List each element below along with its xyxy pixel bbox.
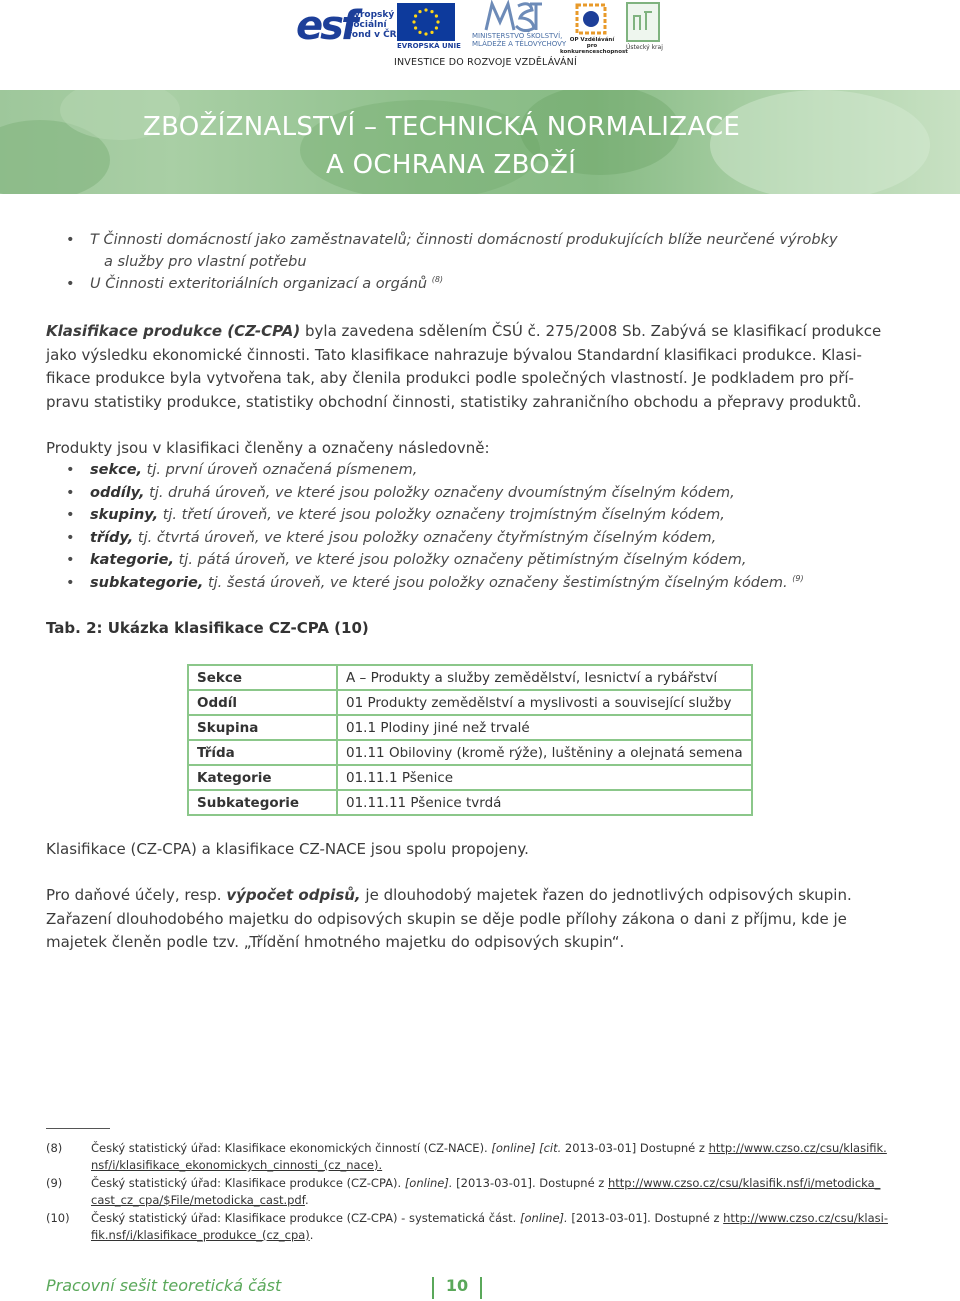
list-item — [66, 273, 876, 295]
footnote-date: 2013-03-01] Dostupné z — [564, 1141, 709, 1155]
eu-star-icon — [412, 20, 415, 23]
level-desc: tj. první úroveň označená písmenem, — [142, 462, 418, 478]
eu-star-icon — [424, 8, 427, 11]
nace-link-paragraph: Klasifikace (CZ-CPA) a klasifikace CZ-NACE jsou spolu propojeny. — [46, 840, 529, 858]
eu-star-icon — [414, 14, 417, 17]
footnote-link[interactable]: nsf/i/klasifikace_ekonomickych_cinnosti_(cz_nace). — [91, 1158, 383, 1172]
list-item — [66, 482, 876, 505]
op-line: OP Vzdělávání — [569, 37, 615, 43]
op-caption — [560, 37, 628, 55]
footer-workbook-label: Pracovní sešit teoretická část — [46, 1276, 282, 1295]
footnote-link[interactable]: fik.nsf/i/klasifikace_produkce_(cz_cpa) — [91, 1228, 310, 1242]
list-item-text: a služby pro vlastní potřebu — [104, 254, 307, 270]
para-line — [46, 884, 876, 908]
eu-stars-icon — [397, 3, 455, 41]
table-row — [188, 665, 752, 690]
cpa-term: Klasifikace produkce (CZ-CPA) — [46, 322, 301, 340]
para-line — [46, 320, 882, 344]
table-body — [188, 665, 752, 815]
page-title-line1: ZBOŽÍZNALSTVÍ – TECHNICKÁ NORMALIZACE — [143, 112, 741, 142]
footnote-online: [online] — [491, 1141, 536, 1155]
op-logo — [560, 2, 628, 55]
table-row — [188, 740, 752, 765]
footnote-ref: (9) — [792, 574, 804, 584]
page-title — [143, 108, 740, 184]
list-item-text: U Činnosti exteritoriálních organizací a orgánů — [90, 276, 428, 292]
para-text: je dlouhodobý majetek řazen do jednotlivých odpisových skupin. — [360, 886, 852, 904]
level-desc: tj. pátá úroveň, ve které jsou položky označeny pětimístným číselným kódem, — [174, 552, 747, 569]
list-item — [66, 527, 876, 550]
table-caption: Tab. 2: Ukázka klasifikace CZ-CPA (10) — [46, 619, 369, 637]
level-desc: tj. šestá úroveň, ve které jsou položky označeny šestimístným číselným kódem. — [203, 574, 788, 591]
cpa-paragraph — [46, 320, 882, 414]
para-line: Zařazení dlouhodobého majetku do odpisových skupin se děje podle přílohy zákona o dani z příjmu, kde je — [46, 909, 847, 928]
table-cell-example: 01.1 Plodiny jiné než trvalé — [337, 715, 752, 740]
op-line: pro konkurenceschopnost — [560, 43, 628, 55]
footnote-divider — [46, 1128, 110, 1129]
level-desc: tj. čtvrtá úroveň, ve které jsou položky označeny čtyřmístným číselným kódem, — [133, 529, 717, 546]
footnote-link[interactable]: http://www.czso.cz/csu/klasifik.nsf/i/metodicka_ — [608, 1176, 881, 1190]
footnote-number: (10) — [46, 1211, 70, 1225]
para-line: jako výsledku ekonomické činnosti. Tato klasifikace nahrazuje bývalou Standardní klasifikaci produkce. Klasi- — [46, 345, 862, 364]
list-item — [66, 459, 876, 482]
eu-star-icon — [430, 10, 433, 13]
para-text: byla zavedena sdělením ČSÚ č. 275/2008 Sb. Zabývá se klasifikací produkce — [300, 322, 882, 340]
table-cell-level: Subkategorie — [188, 790, 337, 815]
footnote-text: Český statistický úřad: Klasifikace ekonomických činností (CZ-NACE). — [91, 1141, 492, 1155]
investice-slogan: INVESTICE DO ROZVOJE VZDĚLÁVÁNÍ — [394, 57, 577, 68]
msmt-mark-icon — [484, 0, 544, 32]
footnote-number: (8) — [46, 1141, 63, 1155]
op-mark-icon — [574, 2, 610, 36]
footnote-line — [91, 1210, 888, 1227]
kraj-caption: Ústecký kraj — [626, 44, 663, 51]
para-line: pravu statistiky produkce, statistiky obchodní činnosti, statistiky zahraničního obchodu a přepravy produktů. — [46, 392, 862, 411]
depreciation-paragraph — [46, 884, 876, 955]
msmt-line: MLÁDEŽE A TĚLOVÝCHOVY — [472, 40, 567, 48]
eu-star-icon — [414, 26, 417, 29]
footnote-line — [91, 1140, 887, 1157]
cpa-example-table — [187, 664, 753, 816]
footnotes — [46, 1140, 888, 1245]
esf-line: fond v ČR — [348, 30, 397, 40]
table-cell-level: Sekce — [188, 665, 337, 690]
footnote-tail: . — [304, 1193, 309, 1207]
table-cell-example: 01 Produkty zemědělství a myslivosti a související služby — [337, 690, 752, 715]
eu-star-icon — [424, 32, 427, 35]
esf-logo-text — [348, 10, 398, 40]
level-desc: tj. druhá úroveň, ve které jsou položky označeny dvoumístným číselným kódem, — [144, 484, 735, 501]
footnote-date: [2013-03-01]. Dostupné z — [567, 1211, 724, 1225]
esf-line: sociální — [348, 20, 387, 30]
table-row — [188, 790, 752, 815]
eu-star-icon — [430, 31, 433, 34]
footnote-text: Český statistický úřad: Klasifikace produkce (CZ-CPA) - systematická část. — [91, 1211, 520, 1225]
table-row — [188, 765, 752, 790]
kraj-emblem-icon — [626, 2, 660, 42]
level-term: sekce, — [90, 462, 143, 478]
footnote-text: Český statistický úřad: Klasifikace produkce (CZ-CPA). — [91, 1176, 405, 1190]
eu-caption: EVROPSKÁ UNIE — [397, 42, 461, 50]
footnote-10 — [46, 1210, 888, 1244]
level-term: subkategorie, — [90, 574, 204, 591]
msmt-caption — [472, 32, 566, 48]
nace-sections-list — [66, 229, 876, 295]
footer-divider — [480, 1277, 482, 1299]
table-cell-level: Oddíl — [188, 690, 337, 715]
footnote-link[interactable]: cast_cz_cpa/$File/metodicka_cast.pdf — [91, 1193, 305, 1207]
para-line: majetek členěn podle tzv. „Třídění hmotného majetku do odpisových skupin“. — [46, 933, 625, 951]
table-cell-example: 01.11 Obiloviny (kromě rýže), luštěniny a olejnatá semena — [337, 740, 752, 765]
footnote-cit: [cit. — [535, 1141, 565, 1155]
list-item — [66, 549, 876, 572]
footnote-date: [2013-03-01]. Dostupné z — [452, 1176, 608, 1190]
footnote-line — [91, 1227, 876, 1244]
esf-line: evropský — [348, 10, 395, 20]
footnote-link[interactable]: http://www.czso.cz/csu/klasifik. — [708, 1141, 887, 1155]
para-text: Pro daňové účely, resp. — [46, 886, 227, 904]
level-term: kategorie, — [90, 552, 174, 569]
footnote-link[interactable]: http://www.czso.cz/csu/klasi- — [723, 1211, 888, 1225]
list-item-continuation — [66, 251, 876, 273]
esf-logo — [296, 2, 397, 50]
table-row — [188, 690, 752, 715]
list-item-text: T Činnosti domácností jako zaměstnavatelů; činnosti domácností produkujících blíže neurčené výrobky — [90, 232, 838, 248]
table-row — [188, 715, 752, 740]
footnote-tail: . — [309, 1228, 314, 1242]
footnote-line — [91, 1157, 876, 1174]
depreciation-term: výpočet odpisů, — [226, 886, 361, 904]
page-number: 10 — [445, 1276, 469, 1295]
footnote-8 — [46, 1140, 887, 1174]
table-cell-level: Skupina — [188, 715, 337, 740]
para-line: fikace produkce byla vytvořena tak, aby členila produkci podle společných vlastností. Je podkladem pro pří- — [46, 369, 854, 387]
footnote-online: [online]. — [404, 1176, 453, 1190]
footnote-9 — [46, 1175, 881, 1209]
esf-logo-mark: esf — [296, 3, 356, 49]
level-term: oddíly, — [90, 484, 145, 501]
eu-star-icon — [418, 10, 421, 13]
eu-star-icon — [436, 20, 439, 23]
footnote-online: [online]. — [519, 1211, 568, 1225]
eu-star-icon — [418, 31, 421, 34]
eu-star-icon — [435, 14, 438, 17]
level-term: skupiny, — [90, 507, 159, 524]
list-item — [66, 504, 876, 527]
page-title-line2: A OCHRANA ZBOŽÍ — [326, 150, 577, 180]
title-banner — [0, 90, 960, 194]
level-desc: tj. třetí úroveň, ve které jsou položky označeny trojmístným číselným kódem, — [158, 507, 725, 524]
list-item — [66, 229, 876, 251]
eu-logo — [397, 3, 461, 51]
table-cell-level: Třída — [188, 740, 337, 765]
table-cell-level: Kategorie — [188, 765, 337, 790]
table-cell-example: A – Produkty a služby zemědělství, lesnictví a rybářství — [337, 665, 752, 690]
msmt-logo — [470, 0, 567, 50]
classification-intro: Produkty jsou v klasifikaci členěny a označeny následovně: — [46, 439, 490, 457]
level-term: třídy, — [90, 529, 134, 546]
footnote-line — [91, 1175, 881, 1192]
list-item — [66, 572, 876, 595]
table-cell-example: 01.11.1 Pšenice — [337, 765, 752, 790]
footnote-number: (9) — [46, 1176, 63, 1190]
classification-levels-list — [66, 459, 876, 595]
table-cell-example: 01.11.11 Pšenice tvrdá — [337, 790, 752, 815]
header-logos — [0, 0, 960, 88]
msmt-line: MINISTERSTVO ŠKOLSTVÍ, — [472, 32, 563, 40]
footnote-line — [91, 1192, 876, 1209]
kraj-logo — [626, 2, 662, 50]
footnote-ref: (8) — [431, 275, 444, 285]
eu-star-icon — [435, 26, 438, 29]
